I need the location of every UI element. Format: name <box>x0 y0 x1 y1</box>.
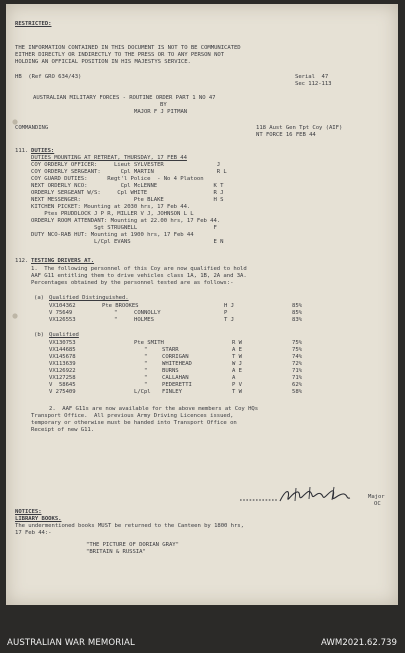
commanding-label: COMMANDING <box>15 125 49 131</box>
table-cell: VX104362 <box>49 303 76 309</box>
table-cell: VX127258 <box>49 375 76 381</box>
table-cell: V 275409 <box>49 389 76 395</box>
table-cell: STARR <box>162 347 179 353</box>
table-cell: VX130753 <box>49 340 76 346</box>
order-author: MAJOR F J PITMAN <box>134 109 188 115</box>
table-cell: 72% <box>292 361 302 367</box>
table-cell: " <box>144 361 148 367</box>
group-b-heading: Qualified <box>49 332 79 338</box>
table-cell: A <box>232 375 236 381</box>
notices-heading: NOTICES: <box>15 509 42 515</box>
book-title: "THE PICTURE OF DORIAN GRAY" <box>86 542 179 548</box>
book-title: "BRITAIN & RUSSIA" <box>86 549 146 555</box>
order-title: AUSTRALIAN MILITARY FORCES - ROUTINE ORDER PART 1 NO 47 <box>33 95 216 101</box>
institution-name: AUSTRALIAN WAR MEMORIAL <box>7 638 135 648</box>
duties-line: COY ORDERLY OFFICER: Lieut SYLVESTER J <box>31 162 221 168</box>
table-cell: " <box>144 368 148 374</box>
table-cell: " <box>114 310 118 316</box>
notices-text: 17 Feb 44:- <box>15 530 52 536</box>
table-cell: H J <box>224 303 234 309</box>
table-cell: 83% <box>292 317 302 323</box>
notices-text: The undermentioned books MUST be returned to the Canteen by 1800 hrs, <box>15 523 244 529</box>
section-112-heading: TESTING DRIVERS AT. <box>31 258 95 264</box>
table-cell: T W <box>232 389 242 395</box>
table-cell: 71% <box>292 368 302 374</box>
table-cell: 74% <box>292 354 302 360</box>
table-cell: P <box>224 310 228 316</box>
table-cell: 75% <box>292 340 302 346</box>
table-cell: FINLEY <box>162 389 182 395</box>
g11-paragraph: Transport Office. All previous Army Driving Licences issued, <box>31 413 234 419</box>
table-cell: R W <box>232 340 242 346</box>
notice-line-3: HOLDING AN OFFICIAL POSITION IN HIS MAJESTYS SERVICE. <box>15 59 191 65</box>
table-cell: Pte SMITH <box>134 340 164 346</box>
table-cell: BURNS <box>162 368 179 374</box>
table-cell: P V <box>232 382 242 388</box>
duties-line: L/Cpl EVANS E N <box>31 239 224 245</box>
order-by: BY <box>160 102 167 108</box>
duties-line: DUTIES MOUNTING AT RETREAT, THURSDAY, 17 FEB 44 <box>31 155 187 161</box>
duties-line: NEXT MESSENGER: Pte BLAKE H S <box>31 197 224 203</box>
table-cell: " <box>144 354 148 360</box>
table-cell: " <box>144 347 148 353</box>
notice-line-2: EITHER DIRECTLY OR INDIRECTLY TO THE PRESS OR TO ANY PERSON NOT <box>15 52 225 58</box>
table-cell: HOLMES <box>134 317 154 323</box>
table-cell: VX126553 <box>49 317 76 323</box>
section-112-number: 112. <box>15 258 29 264</box>
table-cell: WHITEHEAD <box>162 361 192 367</box>
g11-paragraph: temporary or otherwise must be handed into Transport Office on <box>31 420 237 426</box>
catalogue-id: AWM2021.62.739 <box>321 638 397 648</box>
table-cell: 85% <box>292 310 302 316</box>
section-range: Sec 112-113 <box>295 81 332 87</box>
signature-rank: Major <box>368 494 385 500</box>
serial-number: Serial 47 <box>295 74 329 80</box>
table-cell: Pte BROOKES <box>102 303 139 309</box>
duties-line: KITCHEN PICKET: Mounting at 2030 hrs, 17 Feb 44. <box>31 204 191 210</box>
table-cell: 85% <box>292 303 302 309</box>
table-cell: " <box>114 317 118 323</box>
duties-line: COY GUARD DUTIES: Regt'l Police - No 4 Platoon <box>31 176 204 182</box>
section-111-number: 111. <box>15 148 29 154</box>
handwritten-signature <box>238 485 374 507</box>
duties-line: Ptes PRUDDLOCK J P R, MILLER V J, JOHNSON L L <box>31 211 194 217</box>
library-books-heading: LIBRARY BOOKS. <box>15 516 62 522</box>
g11-paragraph: 2. AAF G11s are now available for the above members at Coy HQs <box>49 406 259 412</box>
section-111-heading: DUTIES: <box>31 148 55 154</box>
table-cell: PEDERETTI <box>162 382 192 388</box>
duties-line: DUTY NCO-RAB HUT: Mounting at 1900 hrs, 17 Feb 44 <box>31 232 194 238</box>
table-cell: A E <box>232 347 242 353</box>
table-cell: VX144685 <box>49 347 76 353</box>
table-cell: W J <box>232 361 242 367</box>
table-cell: 75% <box>292 347 302 353</box>
document-page <box>6 4 398 605</box>
archive-footer <box>0 607 405 653</box>
table-cell: T J <box>224 317 234 323</box>
table-cell: VX145678 <box>49 354 76 360</box>
table-cell: L/Cpl <box>134 389 151 395</box>
group-a-heading: Qualified Distinguished. <box>49 295 129 301</box>
table-cell: V 75649 <box>49 310 73 316</box>
table-cell: T W <box>232 354 242 360</box>
unit-date: NT FORCE 16 FEB 44 <box>256 132 316 138</box>
testing-paragraph: 1. The following personnel of this Coy are now qualified to hold <box>31 266 247 272</box>
group-a-label: (a) <box>34 295 44 301</box>
classification-label: RESTRICTED: <box>15 21 52 27</box>
table-cell: 71% <box>292 375 302 381</box>
unit-name: 118 Aust Gen Tpt Coy (AIF) <box>256 125 343 131</box>
notice-line-1: THE INFORMATION CONTAINED IN THIS DOCUMENT IS NOT TO BE COMMUNICATED <box>15 45 241 51</box>
table-cell: VX126922 <box>49 368 76 374</box>
reference: HB (Ref GRO 634/43) <box>15 74 82 80</box>
table-cell: 62% <box>292 382 302 388</box>
table-cell: CALLAHAN <box>162 375 189 381</box>
table-cell: " <box>144 382 148 388</box>
duties-line: COY ORDERLY SERGEANT: Cpl MARTIN R L <box>31 169 227 175</box>
duties-line: NEXT ORDERLY NCO: Cpl McLENNE K T <box>31 183 224 189</box>
signature-role: OC <box>374 501 381 507</box>
table-cell: A E <box>232 368 242 374</box>
table-cell: 58% <box>292 389 302 395</box>
testing-paragraph: Percentages obtained by the personnel tested are as follows:- <box>31 280 234 286</box>
table-cell: VX113639 <box>49 361 76 367</box>
table-cell: " <box>144 375 148 381</box>
duties-line: Sgt STRUGNELL F <box>31 225 217 231</box>
testing-paragraph: AAF G11 entitling them to drive vehicles class 1A, 1B, 2A and 3A. <box>31 273 247 279</box>
g11-paragraph: Receipt of new G11. <box>31 427 95 433</box>
duties-line: ORDERLY SERGEANT W/S: Cpl WHITE R J <box>31 190 224 196</box>
table-cell: V 58645 <box>49 382 76 388</box>
duties-line: ORDERLY ROOM ATTENDANT: Mounting at 22.00 hrs, 17 Feb 44. <box>31 218 221 224</box>
table-cell: CORRIGAN <box>162 354 189 360</box>
group-b-label: (b) <box>34 332 44 338</box>
table-cell: CONNOLLY <box>134 310 161 316</box>
